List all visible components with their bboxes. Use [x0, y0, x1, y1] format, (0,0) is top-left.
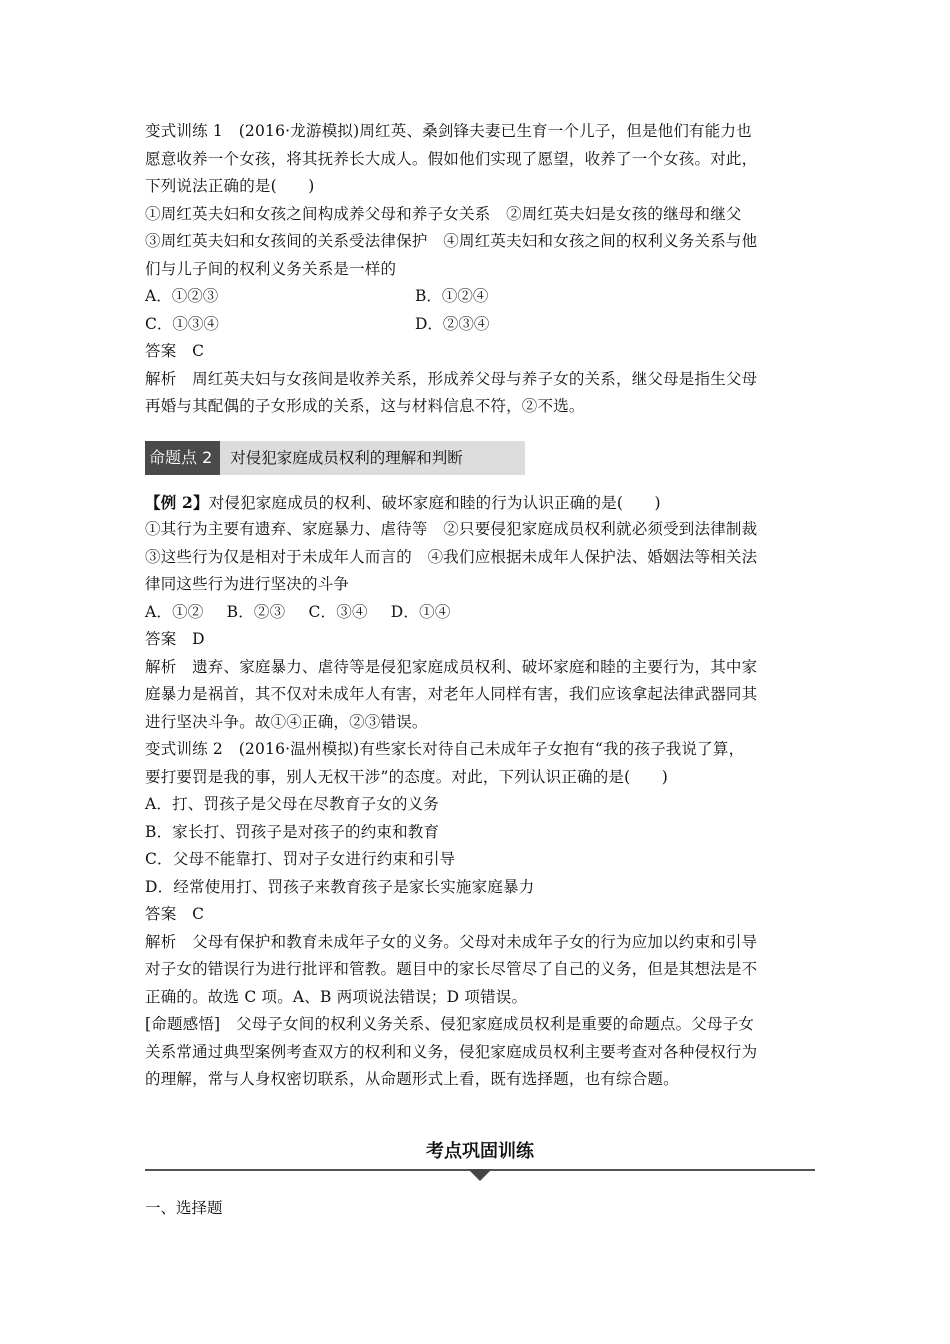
option-a: A．打、罚孩子是父母在尽教育子女的义务	[145, 795, 439, 813]
analysis-line: 解析 父母有保护和教育未成年子女的义务。父母对未成年子女的行为应加以约束和引导	[145, 932, 758, 951]
analysis-line: 解析 周红英夫妇与女孩间是收养关系，形成养父母与养子女的关系，继父母是指生父母	[145, 369, 758, 388]
example-label: 【例 2】	[145, 492, 209, 512]
analysis-line: 庭暴力是祸首，其不仅对未成年人有害，对老年人同样有害，我们应该拿起法律武器同其	[145, 685, 758, 703]
option-d: D．①④	[390, 602, 451, 621]
question-line: 愿意收养一个女孩，将其抚养长大成人。假如他们实现了愿望，收养了一个女孩。对此，	[145, 149, 758, 168]
answer: 答案 C	[145, 342, 205, 360]
insight-line: [命题感悟] 父母子女间的权利义务关系、侵犯家庭成员权利是重要的命题点。父母子女	[145, 1015, 755, 1033]
variant-training-2	[145, 736, 815, 1011]
document-body	[145, 118, 815, 1094]
statement-line: 律同这些行为进行坚决的斗争	[145, 575, 350, 593]
example-question: 对侵犯家庭成员的权利、破坏家庭和睦的行为认识正确的是( )	[208, 493, 661, 512]
analysis-line: 正确的。故选 C 项。A、B 两项说法错误；D 项错误。	[145, 987, 528, 1006]
example-2	[145, 489, 815, 737]
question-line: 变式训练 1 (2016·龙游模拟)周红英、桑剑锋夫妻已生育一个儿子，但是他们有能力也	[145, 122, 752, 140]
insight-block	[145, 1011, 815, 1094]
option-c: C．①③④	[145, 314, 219, 333]
statement-line: ①周红英夫妇和女孩之间构成养父母和养子女关系 ②周红英夫妇是女孩的继母和继父	[145, 204, 742, 223]
analysis-line: 进行坚决斗争。故①④正确，②③错误。	[145, 712, 428, 731]
variant-training-1	[145, 118, 815, 421]
analysis-line: 再婚与其配偶的子女形成的关系，这与材料信息不符，②不选。	[145, 397, 585, 415]
answer: 答案 C	[145, 905, 205, 923]
footer-subtitle: 一、选择题	[145, 1199, 223, 1217]
option-c: C．父母不能靠打、罚对子女进行约束和引导	[145, 850, 456, 868]
answer: 答案 D	[145, 630, 205, 648]
question-line	[145, 489, 815, 517]
options-row	[145, 283, 815, 311]
section-title: 对侵犯家庭成员权利的理解和判断	[230, 448, 463, 467]
options-row	[145, 311, 815, 339]
question-line: 要打要罚是我的事，别人无权干涉”的态度。对此，下列认识正确的是( )	[145, 767, 669, 786]
option-d: D．经常使用打、罚孩子来教育孩子是家长实施家庭暴力	[145, 877, 535, 896]
option-a: A．①②	[145, 602, 204, 621]
option-b: B．②③	[226, 602, 286, 621]
question-line: 下列说法正确的是( )	[145, 177, 315, 195]
footer-title: 考点巩固训练	[426, 1141, 534, 1162]
statement-line: ①其行为主要有遗弃、家庭暴力、虐待等 ②只要侵犯家庭成员权利就必须受到法律制裁	[145, 520, 758, 538]
option-a: A．①②③	[145, 287, 219, 305]
statement-line: 们与儿子间的权利义务关系是一样的	[145, 259, 397, 278]
triangle-down-icon	[468, 1169, 492, 1181]
footer-section	[145, 1138, 815, 1171]
question-line: 变式训练 2 (2016·温州模拟)有些家长对待自己未成年子女抱有“我的孩子我说了算，	[145, 740, 745, 758]
insight-line: 关系常通过典型案例考查双方的权利和义务，侵犯家庭成员权利主要考查对各种侵权行为	[145, 1042, 758, 1061]
option-b: B．①②④	[415, 287, 489, 305]
option-c: C．③④	[308, 602, 368, 621]
analysis-line: 对子女的错误行为进行批评和管教。题目中的家长尽管尽了自己的义务，但是其想法是不	[145, 960, 758, 978]
analysis-line: 解析 遗弃、家庭暴力、虐待等是侵犯家庭成员权利、破坏家庭和睦的主要行为，其中家	[145, 657, 758, 676]
option-b: B．家长打、罚孩子是对孩子的约束和教育	[145, 822, 440, 841]
statement-line: ③周红英夫妇和女孩间的关系受法律保护 ④周红英夫妇和女孩之间的权利义务关系与他	[145, 232, 758, 250]
statement-line: ③这些行为仅是相对于未成年人而言的 ④我们应根据未成年人保护法、婚姻法等相关法	[145, 547, 758, 566]
option-d: D．②③④	[415, 314, 490, 333]
section-tag: 命题点 2	[145, 441, 220, 475]
insight-line: 的理解，常与人身权密切联系，从命题形式上看，既有选择题，也有综合题。	[145, 1070, 679, 1088]
footer-divider	[145, 1169, 815, 1171]
options-row	[145, 599, 815, 627]
section-header	[145, 441, 525, 475]
